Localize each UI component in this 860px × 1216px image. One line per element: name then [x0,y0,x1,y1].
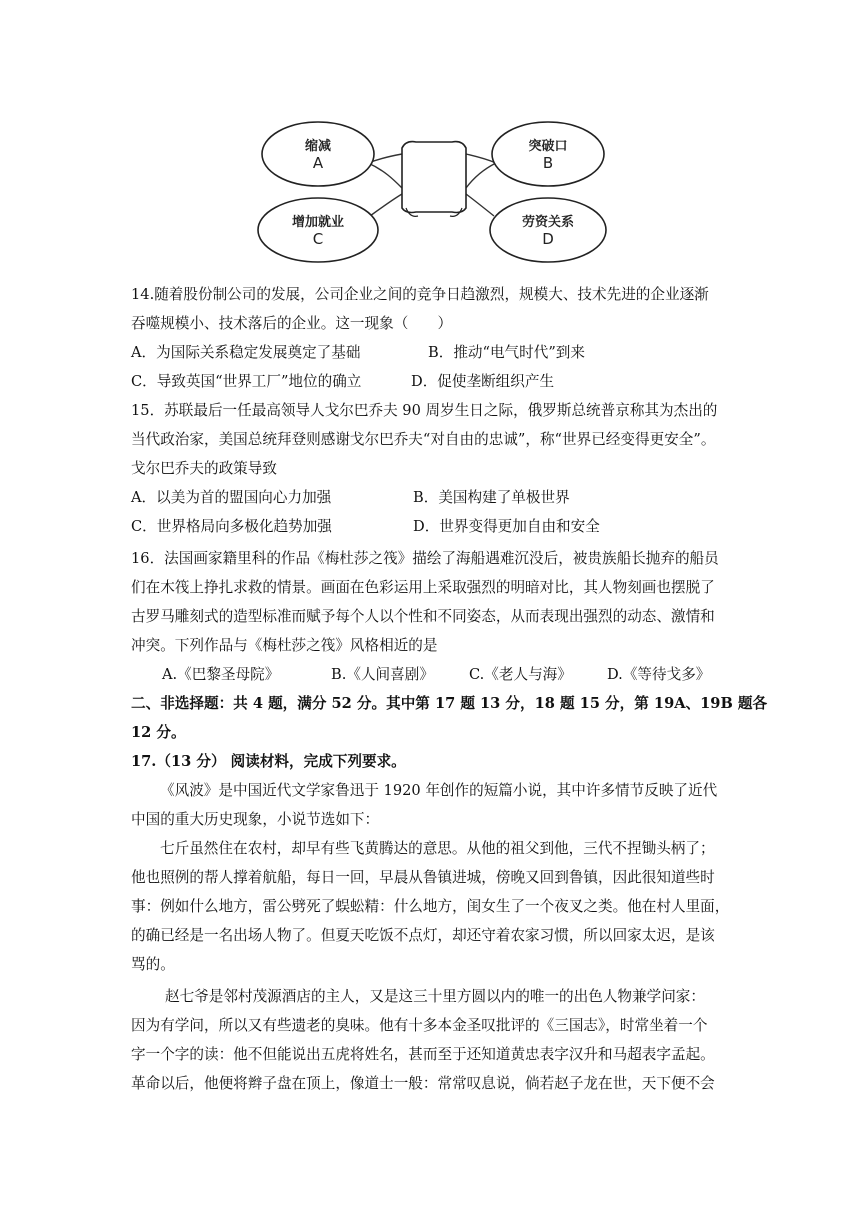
connector-right-top-2 [466,163,496,188]
q17-excerpt2-line-4: 革命以后，他便将辫子盘在顶上，像道士一般：常常叹息说，倘若赵子龙在世，天下便不会 [131,1075,715,1092]
q16-option-d: D.《等待戈多》 [607,666,711,683]
q14-option-a: A．为国际关系稳定发展奠定了基础 [131,344,361,361]
q15-stem-line-3: 戈尔巴乔夫的政策导致 [131,460,277,477]
q16-option-c: C.《老人与海》 [469,666,572,683]
q15-stem-line-1: 15．苏联最后一任最高领导人戈尔巴乔夫 90 周岁生日之际，俄罗斯总统普京称其为杰出的 [131,402,718,419]
q17-intro-line-1: 《风波》是中国近代文学家鲁迅于 1920 年创作的短篇小说，其中许多情节反映了近代 [160,782,718,799]
node-d-letter: D [542,230,554,248]
node-a-label: 缩减 [304,139,332,154]
q17-excerpt1-line-5: 骂的。 [131,956,175,973]
q17-excerpt1-line-3: 事：例如什么地方，雷公劈死了蜈蚣精：什么地方，闺女生了一个夜叉之类。他在村人里面， [131,898,730,915]
q16-option-b: B.《人间喜剧》 [331,666,434,683]
q15-option-d: D．世界变得更加自由和安全 [413,518,600,535]
node-a-letter: A [312,154,324,172]
q17-excerpt2-line-1: 赵七爷是邻村茂源酒店的主人，又是这三十里方圆以内的唯一的出色人物兼学问家： [165,988,705,1005]
q15-option-c: C．世界格局向多极化趋势加强 [131,518,332,535]
concept-diagram [256,108,616,268]
connector-right-bottom [466,194,494,216]
q17-excerpt1-line-1: 七斤虽然住在农村，却早有些飞黄腾达的意思。从他的祖父到他，三代不捏锄头柄了； [160,840,715,857]
q17-excerpt1-line-2: 他也照例的帮人撑着航船，每日一回，早晨从鲁镇进城，傍晚又回到鲁镇，因此很知道些时 [131,869,715,886]
connector-left-top-2 [368,163,402,188]
q17-excerpt1-line-4: 的确已经是一名出场人物了。但夏天吃饭不点灯，却还守着农家习惯，所以回家太迟，是该 [131,927,715,944]
q17-heading: 17.（13 分） 阅读材料，完成下列要求。 [131,753,406,770]
node-b-label: 突破口 [528,139,568,154]
q17-excerpt2-line-3: 字一个字的读：他不但能说出五虎将姓名，甚而至于还知道黄忠表字汉升和马超表字孟起。 [131,1046,715,1063]
q16-stem-line-2: 们在木筏上挣扎求救的情景。画面在色彩运用上采取强烈的明暗对比，其人物刻画也摆脱了 [131,579,715,596]
q14-stem-line-1: 14.随着股份制公司的发展，公司企业之间的竞争日趋激烈，规模大、技术先进的企业逐渐 [131,286,709,303]
q15-option-a: A．以美为首的盟国向心力加强 [131,489,332,506]
q15-option-b: B．美国构建了单极世界 [413,489,570,506]
q14-option-c: C．导致英国“世界工厂”地位的确立 [131,373,362,390]
q15-stem-line-2: 当代政治家，美国总统拜登则感谢戈尔巴乔夫“对自由的忠诚”，称“世界已经变得更安全”。 [131,431,716,448]
node-b-letter: B [542,154,554,172]
node-c-label: 增加就业 [291,215,345,230]
section2-heading-line-2: 12 分。 [131,724,186,741]
q14-option-b: B．推动“电气时代”到来 [428,344,585,361]
q17-excerpt2-line-2: 因为有学问，所以又有些遗老的臭味。他有十多本金圣叹批评的《三国志》，时常坐着一个 [131,1017,708,1034]
q16-stem-line-4: 冲突。下列作品与《梅杜莎之筏》风格相近的是 [131,637,438,654]
q17-intro-line-2: 中国的重大历史现象，小说节选如下： [131,811,380,828]
center-scroll [402,142,466,213]
q14-stem-line-2: 吞噬规模小、技术落后的企业。这一现象（ ） [131,315,453,332]
section2-heading-line-1: 二、非选择题：共 4 题，满分 52 分。其中第 17 题 13 分，18 题 15 分，第 19A、19B 题各 [131,695,768,712]
q16-option-a: A.《巴黎圣母院》 [162,666,280,683]
q14-option-d: D．促使垄断组织产生 [411,373,555,390]
node-d-label: 劳资关系 [521,215,575,230]
node-c-letter: C [312,230,324,248]
q16-stem-line-3: 古罗马雕刻式的造型标准而赋予每个人以个性和不同姿态，从而表现出强烈的动态、激情和 [131,608,715,625]
q16-stem-line-1: 16．法国画家籍里科的作品《梅杜莎之筏》描绘了海船遇难沉没后，被贵族船长抛弃的船员 [131,550,719,567]
connector-left-bottom [370,194,402,216]
